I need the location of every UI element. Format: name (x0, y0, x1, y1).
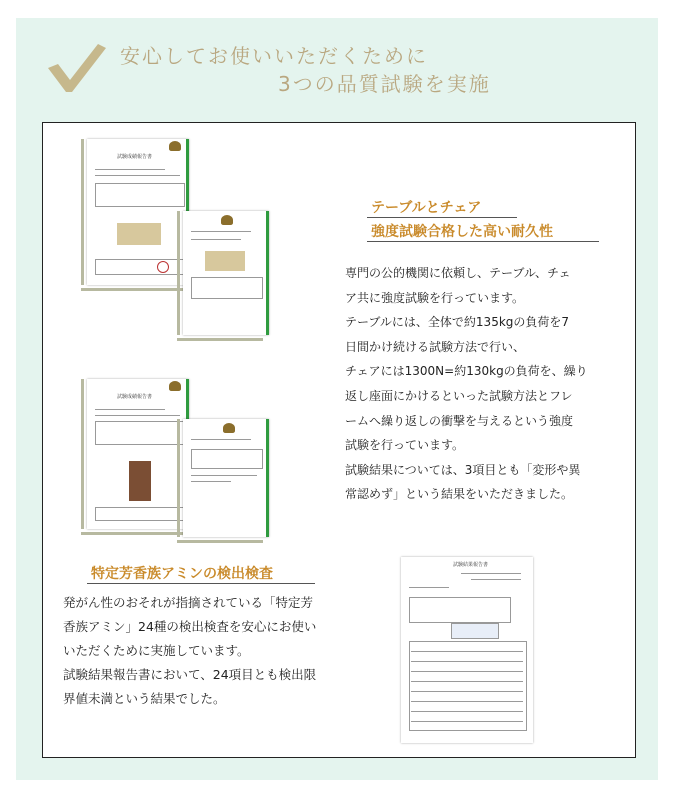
amine-title: 特定芳香族アミンの検出検査 (91, 566, 273, 582)
durability-line: ア共に強度試験を行っています。 (345, 290, 525, 305)
amine-report-title: 試験結果報告書 (453, 562, 489, 568)
durability-line: テーブルには、全体で約135kgの負荷を7 (345, 315, 570, 330)
check-mark-icon (44, 38, 108, 94)
chair-report-page-1 (87, 379, 189, 529)
chair-report-page-2 (183, 419, 269, 537)
headline-line1: 安心してお使いいただくために (120, 44, 428, 68)
table-report-title: 試験成績報告書 (117, 154, 153, 160)
durability-title-line1: テーブルとチェア (371, 200, 482, 216)
table-report-page-2 (183, 211, 269, 335)
durability-line: チェアには1300N=約130kgの負荷を、繰り (345, 364, 588, 379)
durability-line: 日間かけ続ける試験方法で行い、 (345, 339, 526, 354)
headline-line2: 3つの品質試験を実施 (278, 72, 491, 96)
durability-line: 常認めず」という結果をいただきました。 (345, 487, 574, 502)
amine-line: 界値未満という結果でした。 (63, 691, 226, 706)
durability-line: 返し座面にかけるといった試験方法とフレ (345, 388, 573, 403)
durability-line: 専門の公的機関に依頼し、テーブル、チェ (345, 266, 571, 280)
amine-line: いただくために実施しています。 (63, 643, 250, 658)
amine-line: 香族アミン」24種の検出検査を安心にお使い (63, 619, 317, 634)
amine-body (63, 591, 363, 711)
durability-title-line2: 強度試験合格した高い耐久性 (371, 224, 553, 240)
table-photo (117, 223, 161, 245)
durability-line: 試験結果については、3項目とも「変形や異 (345, 462, 581, 477)
durability-line: ームへ繰り返しの衝撃を与えるという強度 (345, 413, 574, 428)
amine-report-page (401, 557, 533, 743)
chair-report-title: 試験成績報告書 (117, 394, 153, 400)
table-report-page-1 (87, 139, 189, 285)
durability-body (345, 261, 635, 507)
page-background (16, 18, 658, 780)
durability-line: 試験を行っています。 (345, 438, 465, 453)
chair-photo (129, 461, 151, 501)
content-panel (42, 122, 636, 758)
amine-line: 試験結果報告書において、24項目とも検出限 (63, 667, 317, 682)
amine-line: 発がん性のおそれが指摘されている「特定芳 (63, 595, 314, 610)
